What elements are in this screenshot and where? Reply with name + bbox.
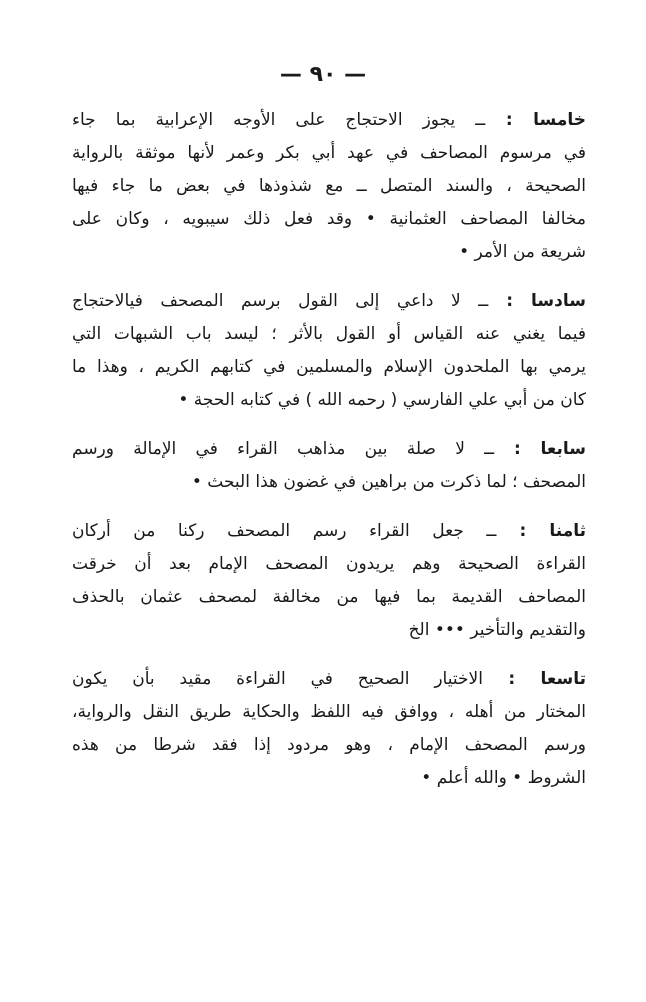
paragraph-line xyxy=(72,351,586,384)
paragraph-line xyxy=(72,663,586,696)
paragraph-line xyxy=(72,285,586,318)
paragraph-line xyxy=(72,729,586,762)
line-text: ــ لا صلة بين مذاهب القراء في الإمالة ورسم xyxy=(72,439,495,459)
paragraph-heading: تاسعا : xyxy=(508,669,586,689)
paragraph-line xyxy=(72,696,586,729)
paragraph-line xyxy=(72,170,586,203)
line-text: والتقديم والتأخير ••• الخ xyxy=(408,620,586,640)
line-text: كان من أبي علي الفارسي ( رحمه الله ) في كتابه الحجة • xyxy=(178,390,586,410)
paragraph xyxy=(72,515,586,647)
line-text: الاختيار الصحيح في القراءة مقيد بأن يكون xyxy=(72,669,483,689)
paragraph-heading: خامسا : xyxy=(505,110,586,130)
line-text: الصحيحة ، والسند المتصل ــ مع شذوذها في بعض ما جاء فيها xyxy=(72,176,586,196)
paragraph-line xyxy=(72,104,586,137)
paragraph-line xyxy=(72,581,586,614)
paragraph-line xyxy=(72,762,586,795)
line-text: ورسم المصحف الإمام ، وهو مردود إذا فقد شرطا من هذه xyxy=(72,735,586,755)
paragraph-heading: سابعا : xyxy=(513,439,586,459)
page-number: — ٩٠ — xyxy=(279,62,367,87)
paragraph xyxy=(72,104,586,269)
page-body xyxy=(72,104,586,811)
line-text: المختار من أهله ، ووافق فيه اللفظ والحكاية طريق النقل والرواية، xyxy=(72,702,586,722)
paragraph xyxy=(72,663,586,795)
line-text: فيما يغني عنه القياس أو القول بالأثر ؛ ليسد باب الشبهات التي xyxy=(72,324,586,344)
line-text: شريعة من الأمر • xyxy=(459,242,586,262)
line-text: ــ لا داعي إلى القول برسم المصحف فيالاحتجاج xyxy=(72,291,489,311)
line-text: يرمي بها الملحدون الإسلام والمسلمين في كتابهم الكريم ، وهذا ما xyxy=(72,357,586,377)
paragraph-heading: سادسا : xyxy=(506,291,586,311)
paragraph-line xyxy=(72,384,586,417)
paragraph-heading: ثامنا : xyxy=(519,521,586,541)
paragraph-line xyxy=(72,433,586,466)
line-text: الشروط • والله أعلم • xyxy=(421,768,586,788)
paragraph-line xyxy=(72,515,586,548)
paragraph xyxy=(72,285,586,417)
paragraph-line xyxy=(72,548,586,581)
paragraph-line xyxy=(72,203,586,236)
line-text: ــ يجوز الاحتجاج على الأوجه الإعرابية بما جاء xyxy=(72,110,486,130)
line-text: المصاحف القديمة بما فيها من مخالفة لمصحف عثمان بالحذف xyxy=(72,587,586,607)
line-text: القراءة الصحيحة وهم يريدون المصحف الإمام بعد أن خرقت xyxy=(72,554,586,574)
paragraph-line xyxy=(72,236,586,269)
paragraph-line xyxy=(72,614,586,647)
paragraph xyxy=(72,433,586,499)
line-text: في مرسوم المصاحف في عهد أبي بكر وعمر لأنها موثقة بالرواية xyxy=(72,143,586,163)
paragraph-line xyxy=(72,466,586,499)
paragraph-line xyxy=(72,137,586,170)
line-text: مخالفا المصاحف العثمانية • وقد فعل ذلك سيبويه ، وكان على xyxy=(72,209,586,229)
line-text: ــ جعل القراء رسم المصحف ركنا من أركان xyxy=(72,521,497,541)
line-text: المصحف ؛ لما ذكرت من براهين في غضون هذا البحث • xyxy=(191,472,586,492)
paragraph-line xyxy=(72,318,586,351)
